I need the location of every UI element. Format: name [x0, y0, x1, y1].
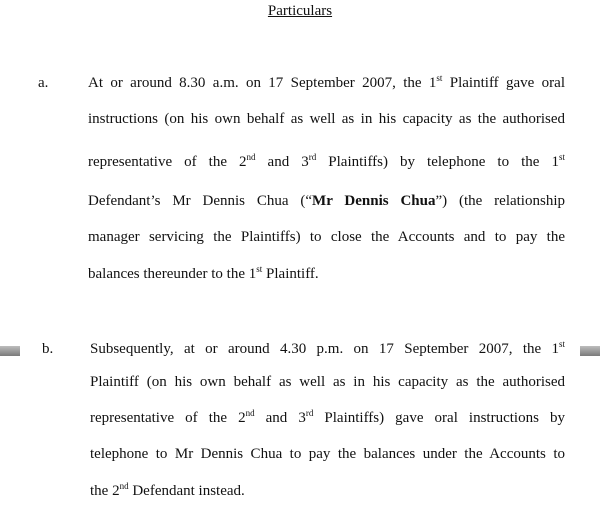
paragraph-a-line-1: At or around 8.30 a.m. on 17 September 2007, the 1st Plaintiff gave oral: [88, 73, 565, 91]
defined-term: Mr Dennis Chua: [312, 193, 436, 209]
paragraph-b-line-5: the 2nd Defendant instead.: [90, 481, 245, 499]
paragraph-a-line-4: Defendant’s Mr Dennis Chua (“Mr Dennis Chua”) (the relationship: [88, 193, 565, 209]
paragraph-a-label: a.: [38, 75, 49, 91]
right-edge-marker: [580, 346, 600, 356]
paragraph-a-line-3: representative of the 2nd and 3rd Plaintiffs) by telephone to the 1st: [88, 152, 565, 170]
document-title: Particulars: [267, 3, 333, 19]
paragraph-a-line-5: manager servicing the Plaintiffs) to close the Accounts and to pay the: [88, 229, 565, 245]
paragraph-b-line-1: Subsequently, at or around 4.30 p.m. on 17 September 2007, the 1st: [90, 339, 565, 357]
paragraph-b-line-4: telephone to Mr Dennis Chua to pay the balances under the Accounts to: [90, 446, 565, 462]
paragraph-b-line-2: Plaintiff (on his own behalf as well as in his capacity as the authorised: [90, 374, 565, 390]
left-edge-marker: [0, 346, 20, 356]
paragraph-b-line-3: representative of the 2nd and 3rd Plaintiffs) gave oral instructions by: [90, 408, 565, 426]
paragraph-a-line-6: balances thereunder to the 1st Plaintiff.: [88, 264, 319, 282]
paragraph-b-label: b.: [42, 341, 54, 357]
paragraph-a-line-2: instructions (on his own behalf as well as in his capacity as the authorised: [88, 111, 565, 127]
